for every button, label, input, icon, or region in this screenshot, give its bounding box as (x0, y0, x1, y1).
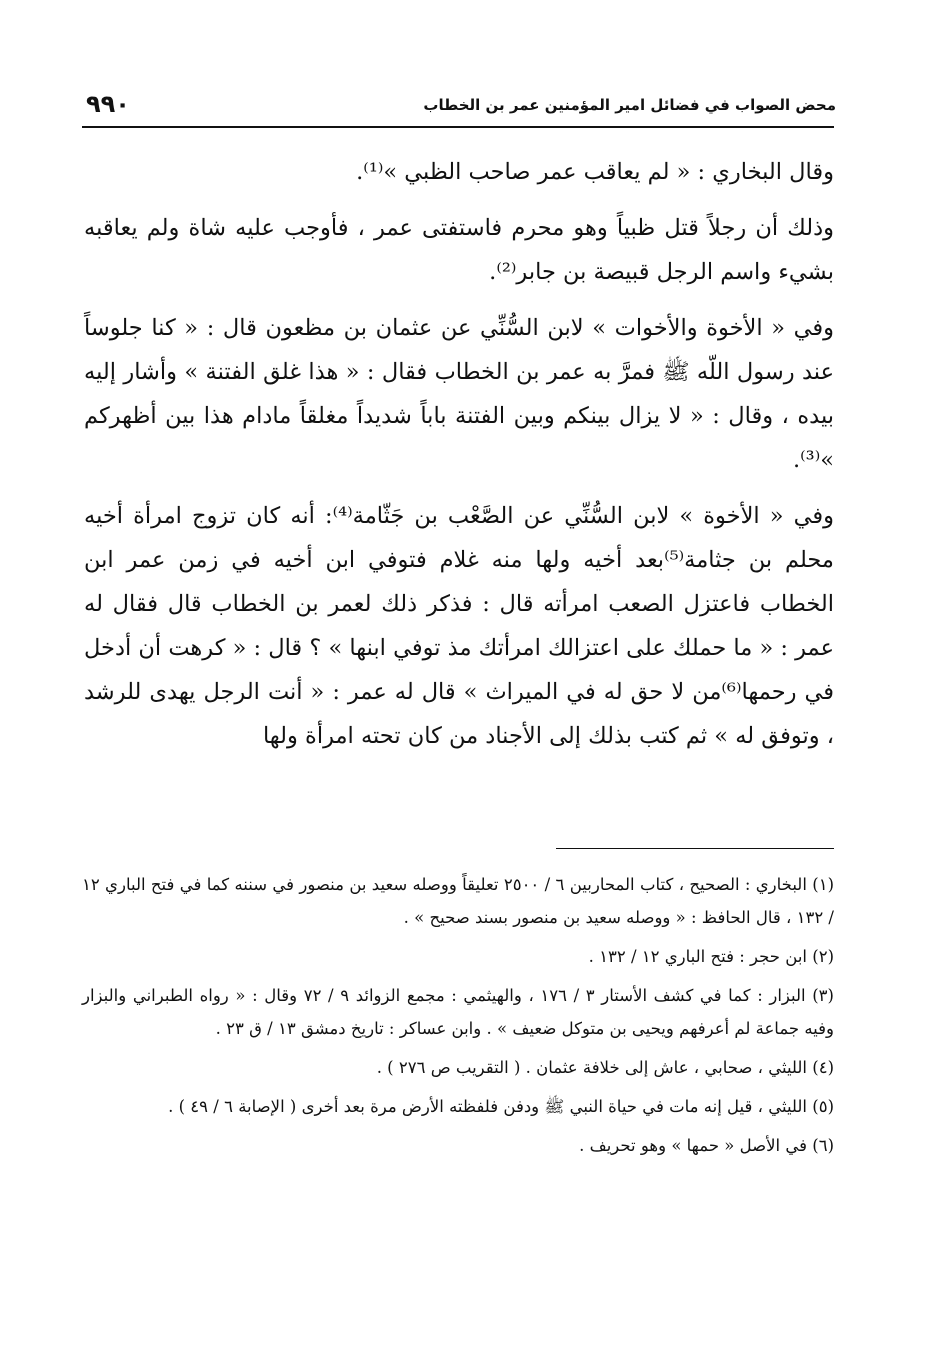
page-number: ٩٩٠ (86, 90, 130, 118)
header-title: محض الصواب في فضائل امير المؤمنين عمر بن الخطاب (423, 96, 836, 114)
paragraph: وفي « الأخوة » لابن السُّنِّي عن الصَّعْب بن جَثّامة⁽⁴⁾: أنه كان تزوج امرأة أخيه محلم بن جثامة⁽⁵⁾بعد أخيه ولها منه غلام فتوفي ابن أخيه في زمن عمر ابن الخطاب فاعتزل الصعب امرأته قال : فذكر ذلك لعمر بن الخطاب قال فقال له عمر : « ما حملك على اعتزالك امرأتك مذ توفي ابنها » ؟ قال : « كرهت أن أدخل في رحمها⁽⁶⁾من لا حق له في الميراث » قال له عمر : « أنت الرجل يهدى للرشد ، وتوفق له » ثم كتب بذلك إلى الأجناد من كان تحته امرأة ولها (84, 503, 834, 749)
footnotes (82, 868, 834, 1168)
footnote: (٥) الليثي ، قيل إنه مات في حياة النبي ﷺ ودفن فلفظته الأرض مرة بعد أخرى ( الإصابة ٦ / ٤٩ ) . (168, 1097, 834, 1116)
footnote: (١) البخاري : الصحيح ، كتاب المحاربين ٦ / ٢٥٠٠ تعليقاً ووصله سعيد بن منصور في سننه كما في فتح الباري ١٢ / ١٣٢ ، قال الحافظ : « ووصله سعيد بن منصور بسند صحيح » . (82, 875, 834, 927)
footnote-separator (556, 848, 834, 849)
footnote: (٢) ابن حجر : فتح الباري ١٢ / ١٣٢ . (588, 947, 834, 966)
header-rule (82, 126, 834, 128)
paragraph: وذلك أن رجلاً قتل ظبياً وهو محرم فاستفتى عمر ، فأوجب عليه شاة ولم يعاقبه بشيء واسم الرجل قبيصة بن جابر⁽²⁾. (84, 215, 834, 285)
footnote: (٣) البزار : كما في كشف الأستار ٣ / ١٧٦ ، والهيثمي : مجمع الزوائد ٩ / ٧٢ وقال : « رواه الطبراني والبزار وفيه جماعة لم أعرفهم ويحيى بن متوكل ضعيف » . وابن عساكر : تاريخ دمشق ١٣ / ق ٢٣ . (82, 986, 834, 1038)
running-header (80, 88, 836, 128)
footnote: (٦) في الأصل « حمها » وهو تحريف . (579, 1136, 834, 1155)
main-text (84, 150, 834, 770)
footnote: (٤) الليثي ، صحابي ، عاش إلى خلافة عثمان . ( التقريب ص ٢٧٦ ) . (376, 1058, 834, 1077)
paragraph: وفي « الأخوة والأخوات » لابن السُّنِّي عن عثمان بن مظعون قال : « كنا جلوساً عند رسول اللّه ﷺ فمرَّ به عمر بن الخطاب فقال : « هذا غلق الفتنة » وأشار إليه بيده ، وقال : « لا يزال بينكم وبين الفتنة باباً شديداً مغلقاً مادام هذا بين أظهركم »⁽³⁾. (84, 315, 834, 473)
paragraph: وقال البخاري : « لم يعاقب عمر صاحب الظبي »⁽¹⁾. (356, 159, 834, 185)
